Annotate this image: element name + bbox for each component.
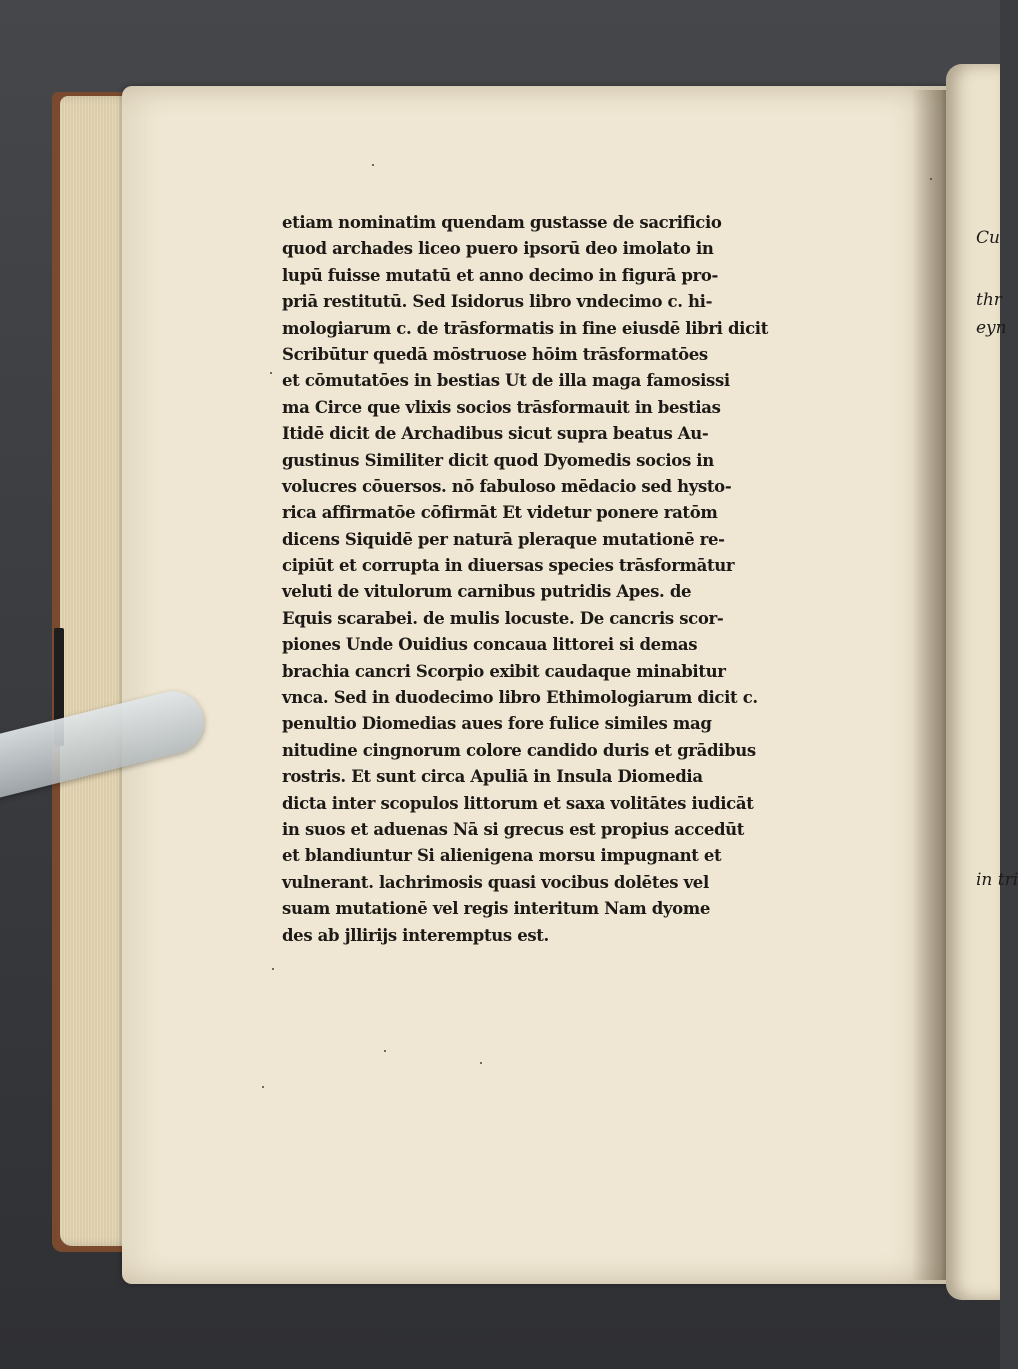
text-line: Scribūtur quedā mōstruose hōim trāsformatōes bbox=[282, 344, 708, 364]
text-line: Equis scarabei. de mulis locuste. De cancris scor- bbox=[282, 608, 724, 628]
facing-page bbox=[946, 64, 1000, 1300]
ink-speck bbox=[270, 372, 272, 374]
text-line: gustinus Similiter dicit quod Dyomedis socios in bbox=[282, 450, 714, 470]
text-line: veluti de vitulorum carnibus putridis Apes. de bbox=[282, 582, 692, 602]
text-line: vnca. Sed in duodecimo libro Ethimologiarum dicit c. bbox=[282, 688, 758, 708]
text-line: quod archades liceo puero ipsorū deo imolato in bbox=[282, 239, 714, 259]
facing-page-fragment: thr bbox=[976, 290, 1002, 310]
text-line: cipiūt et corrupta in diuersas species trāsformātur bbox=[282, 556, 735, 576]
text-line: brachia cancri Scorpio exibit caudaque minabitur bbox=[282, 661, 726, 681]
facing-page-fragment: eyn bbox=[976, 318, 1007, 338]
text-line: nitudine cingnorum colore candido duris et grādibus bbox=[282, 740, 756, 760]
text-line: et cōmutatōes in bestias Ut de illa maga famosissi bbox=[282, 371, 730, 391]
text-line: etiam nominatim quendam gustasse de sacrificio bbox=[282, 213, 722, 232]
facing-page-fragment: in tri bbox=[976, 870, 1018, 890]
facing-page-fragment: Cu bbox=[976, 228, 1000, 248]
text-line: ma Circe que vlixis socios trāsformauit in bestias bbox=[282, 397, 721, 417]
text-line: suam mutationē vel regis interitum Nam dyome bbox=[282, 899, 711, 919]
text-line: dicta inter scopulos littorum et saxa volitātes iudicāt bbox=[282, 793, 754, 813]
text-line: rica affirmatōe cōfirmāt Et videtur ponere ratōm bbox=[282, 503, 718, 523]
ink-speck bbox=[372, 164, 374, 166]
ink-speck bbox=[480, 1062, 482, 1064]
ink-speck bbox=[272, 968, 274, 970]
text-line: piones Unde Ouidius concaua littorei si demas bbox=[282, 635, 698, 655]
text-line: vulnerant. lachrimosis quasi vocibus dolētes vel bbox=[282, 872, 709, 892]
ink-speck bbox=[384, 1050, 386, 1052]
text-line: dicens Siquidē per naturā pleraque mutationē re- bbox=[282, 529, 725, 549]
text-line: lupū fuisse mutatū et anno decimo in figurā pro- bbox=[282, 265, 719, 285]
text-line: et blandiuntur Si alienigena morsu impugnant et bbox=[282, 846, 722, 866]
text-line: rostris. Et sunt circa Apuliā in Insula Diomedia bbox=[282, 767, 703, 787]
text-line: des ab jllirijs interemptus est. bbox=[282, 925, 549, 945]
text-line: in suos et aduenas Nā si grecus est propius accedūt bbox=[282, 819, 745, 839]
text-line: priā restitutū. Sed Isidorus libro vndecimo c. hi- bbox=[282, 292, 713, 312]
ink-speck bbox=[930, 178, 932, 180]
text-line: Itidē dicit de Archadibus sicut supra beatus Au- bbox=[282, 424, 709, 444]
ink-speck bbox=[262, 1086, 264, 1088]
text-line: mologiarum c. de trāsformatis in fine eiusdē libri dicit bbox=[282, 318, 768, 338]
printed-text-block bbox=[282, 210, 802, 949]
text-line: volucres cōuersos. nō fabuloso mēdacio sed hysto- bbox=[282, 476, 732, 496]
text-line: penultio Diomedias aues fore fulice similes mag bbox=[282, 714, 712, 734]
